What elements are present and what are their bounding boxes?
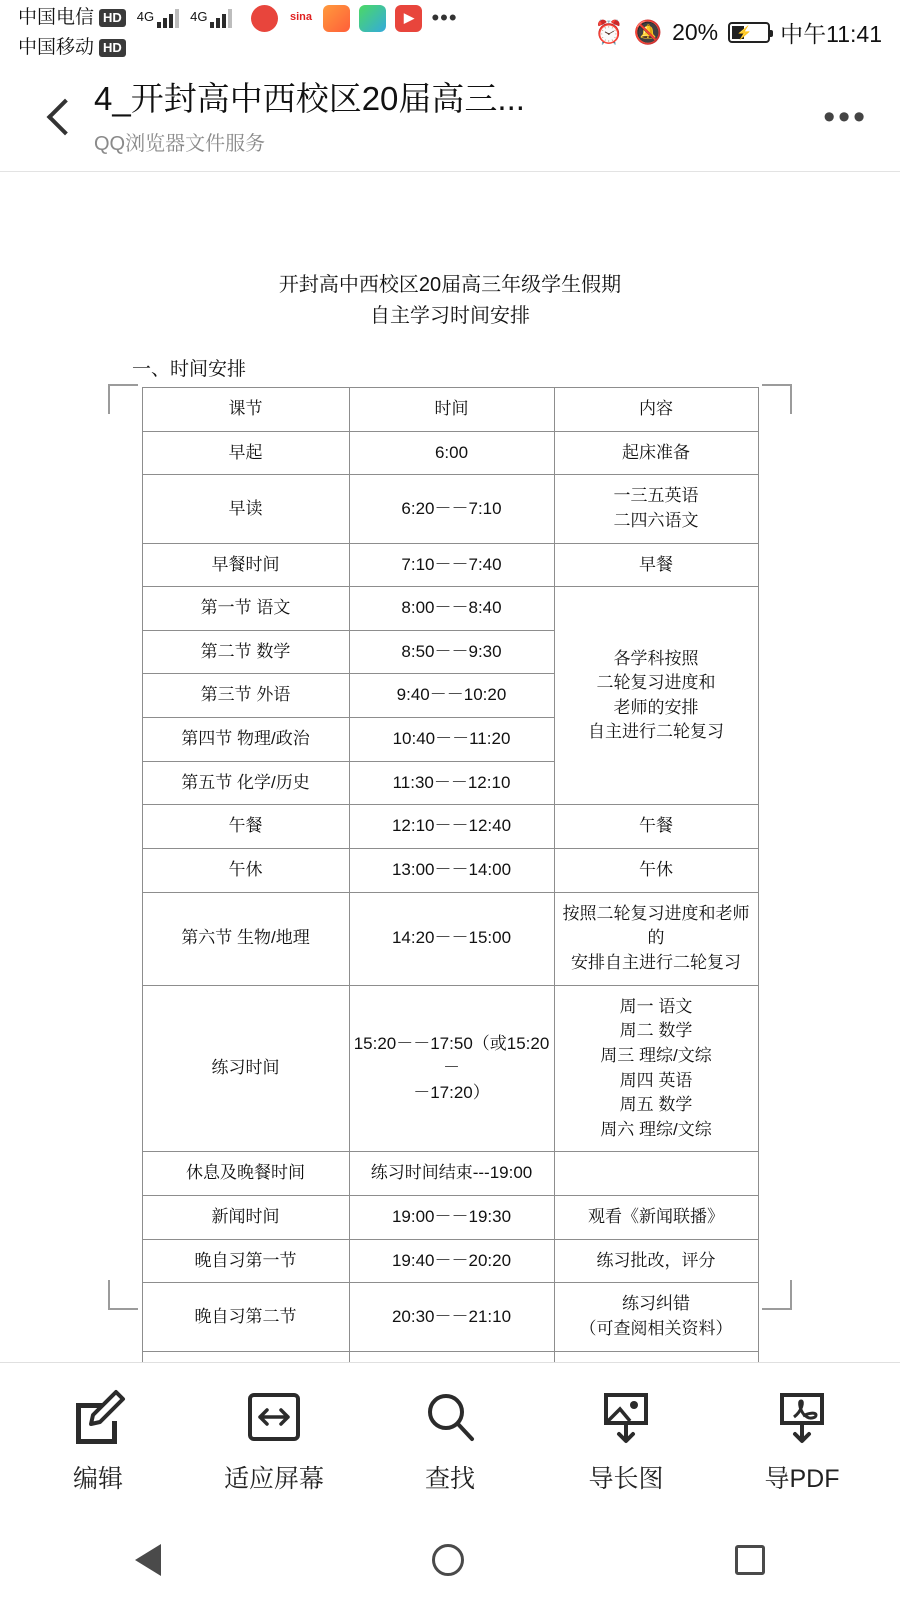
cell-time: 20:30－－21:10 <box>349 1283 554 1351</box>
table-header-cell: 时间 <box>349 388 554 432</box>
toolbar-item-edit[interactable] <box>18 1389 178 1495</box>
toolbar-item-fit-screen[interactable] <box>194 1389 354 1495</box>
cell-period: 新闻时间 <box>142 1196 349 1240</box>
cell-period: 第三节 外语 <box>142 674 349 718</box>
toolbar-item-export-pdf[interactable] <box>722 1389 882 1495</box>
table-row <box>142 892 758 985</box>
table-row <box>142 431 758 475</box>
crop-mark-top-right <box>762 384 792 414</box>
table-header-cell: 课节 <box>142 388 349 432</box>
cell-period: 练习时间 <box>142 985 349 1152</box>
cell-period: 早餐时间 <box>142 543 349 587</box>
carrier-row-2 <box>18 34 458 62</box>
cell-time: 15:20－－17:50（或15:20－ －17:20） <box>349 985 554 1152</box>
export-pdf-icon <box>774 1389 830 1445</box>
cell-content: 早餐 <box>554 543 758 587</box>
search-icon <box>422 1389 478 1445</box>
battery-icon: ⚡ <box>728 22 770 43</box>
crop-mark-bottom-left <box>108 1280 138 1310</box>
back-chevron-icon[interactable] <box>40 98 80 138</box>
carrier-row-1 <box>18 2 458 34</box>
alarm-clock-icon: ⏰ <box>594 18 624 45</box>
cell-period: 第四节 物理/政治 <box>142 718 349 762</box>
cell-period: 第二节 数学 <box>142 630 349 674</box>
cell-period: 晚自习第一节 <box>142 1239 349 1283</box>
table-row <box>142 1196 758 1240</box>
cell-period: 晚自习第二节 <box>142 1283 349 1351</box>
table-row <box>142 1239 758 1283</box>
bell-muted-icon: 🔕 <box>633 18 663 45</box>
cell-content: 起床准备 <box>554 431 758 475</box>
status-bar <box>0 0 900 64</box>
table-header-cell: 内容 <box>554 388 758 432</box>
cell-time: 7:10－－7:40 <box>349 543 554 587</box>
nav-back-icon[interactable] <box>135 1544 161 1576</box>
cell-content: 练习纠错 （可查阅相关资料） <box>554 1283 758 1351</box>
cell-time: 9:40－－10:20 <box>349 674 554 718</box>
cell-content: 一三五英语 二四六语文 <box>554 475 758 543</box>
more-horizontal-icon[interactable]: ••• <box>823 98 868 136</box>
app-orange-icon <box>323 5 350 32</box>
sina-weibo-icon: sina <box>287 5 314 32</box>
table-row <box>142 849 758 893</box>
carrier-1-name: 中国电信 <box>18 7 95 29</box>
table-row <box>142 1351 758 1362</box>
carrier-1-network-label: 4G <box>136 9 155 25</box>
cell-time: 13:00－－14:00 <box>349 849 554 893</box>
cell-time: 8:00－－8:40 <box>349 587 554 631</box>
toolbar-label-edit: 编辑 <box>72 1464 123 1493</box>
cell-time: 19:40－－20:20 <box>349 1239 554 1283</box>
cell-time: 练习时间结束---19:00 <box>349 1152 554 1196</box>
section-label: 一、时间安排 <box>132 359 247 380</box>
cell-time: 8:50－－9:30 <box>349 630 554 674</box>
carrier-2-hd-badge: HD <box>99 39 126 57</box>
edit-pencil-icon <box>70 1389 126 1445</box>
carrier-2-network-label: 4G <box>190 9 208 25</box>
nav-recents-icon[interactable] <box>735 1545 765 1575</box>
table-row <box>142 805 758 849</box>
carrier-info <box>18 2 458 61</box>
cell-time: 12:10－－12:40 <box>349 805 554 849</box>
app-header <box>0 64 900 172</box>
cell-time: 11:30－－12:10 <box>349 761 554 805</box>
nav-home-icon[interactable] <box>432 1544 464 1576</box>
table-row <box>142 1152 758 1196</box>
signal-bars-icon-2 <box>210 8 232 28</box>
cell-period: 午休 <box>142 849 349 893</box>
table-row <box>142 587 758 631</box>
cell-period <box>142 1351 349 1362</box>
signal-bars-icon <box>157 8 179 28</box>
cell-time: 10:40－－11:20 <box>349 718 554 762</box>
cell-content: 午餐 <box>554 805 758 849</box>
schedule-table <box>142 387 759 1362</box>
carrier-1-signal <box>137 8 179 28</box>
toolbar-item-search[interactable] <box>370 1389 530 1495</box>
bottom-toolbar <box>0 1362 900 1520</box>
app-green-icon <box>359 5 386 32</box>
cell-period: 早起 <box>142 431 349 475</box>
cell-content: 午休 <box>554 849 758 893</box>
cell-time <box>349 1351 554 1362</box>
cell-period: 午餐 <box>142 805 349 849</box>
tray-icon-group <box>251 2 457 34</box>
cell-content: 按照二轮复习进度和老师的 安排自主进行二轮复习 <box>554 892 758 985</box>
battery-percent-label: 20% <box>672 18 719 45</box>
cell-period: 休息及晚餐时间 <box>142 1152 349 1196</box>
cell-period: 第五节 化学/历史 <box>142 761 349 805</box>
page-title: 4_开封高中西校区20届高三... <box>94 80 525 118</box>
status-right-group <box>595 16 882 49</box>
cell-content: 周一 语文 周二 数学 周三 理综/文综 周四 英语 周五 数学 周六 理综/文综 <box>554 985 758 1152</box>
carrier-1-hd-badge: HD <box>99 9 126 27</box>
cell-period: 第一节 语文 <box>142 587 349 631</box>
cell-content: 观看《新闻联播》 <box>554 1196 758 1240</box>
toolbar-label-export-pdf: 导PDF <box>764 1464 840 1493</box>
cell-time: 19:00－－19:30 <box>349 1196 554 1240</box>
toolbar-item-export-long-image[interactable] <box>546 1389 706 1495</box>
cell-content <box>554 1152 758 1196</box>
toolbar-label-export-long-image: 导长图 <box>588 1464 664 1493</box>
cell-time: 14:20－－15:00 <box>349 892 554 985</box>
document-heading <box>0 270 900 332</box>
document-title-line-2: 自主学习时间安排 <box>370 305 530 327</box>
crop-mark-bottom-right <box>762 1280 792 1310</box>
header-titles <box>94 79 817 156</box>
toolbar-label-search: 查找 <box>424 1464 475 1493</box>
document-viewer[interactable] <box>0 172 900 1362</box>
table-row <box>142 1283 758 1351</box>
table-header-row <box>142 388 758 432</box>
toolbar-label-fit-screen: 适应屏幕 <box>223 1464 324 1493</box>
location-pin-icon <box>251 5 278 32</box>
cell-content: 各学科按照 二轮复习进度和 老师的安排 自主进行二轮复习 <box>554 587 758 805</box>
cell-period: 第六节 生物/地理 <box>142 892 349 985</box>
fit-screen-icon <box>246 1389 302 1445</box>
carrier-2-name: 中国移动 <box>18 37 95 59</box>
table-row <box>142 475 758 543</box>
document-title-line-1: 开封高中西校区20届高三年级学生假期 <box>278 274 622 296</box>
carrier-2-signal-top <box>190 8 232 28</box>
cell-period: 早读 <box>142 475 349 543</box>
cell-content <box>554 1351 758 1362</box>
status-clock: 中午11:41 <box>780 20 882 47</box>
crop-mark-top-left <box>108 384 138 414</box>
more-icon: ••• <box>431 5 458 31</box>
video-red-icon: ▶ <box>395 5 422 32</box>
export-long-image-icon <box>598 1389 654 1445</box>
page-subtitle: QQ浏览器文件服务 <box>94 132 266 155</box>
table-row <box>142 543 758 587</box>
cell-time: 6:00 <box>349 431 554 475</box>
cell-time: 6:20－－7:10 <box>349 475 554 543</box>
table-row <box>142 985 758 1152</box>
cell-content: 练习批改，评分 <box>554 1239 758 1283</box>
system-nav-bar <box>0 1520 900 1600</box>
